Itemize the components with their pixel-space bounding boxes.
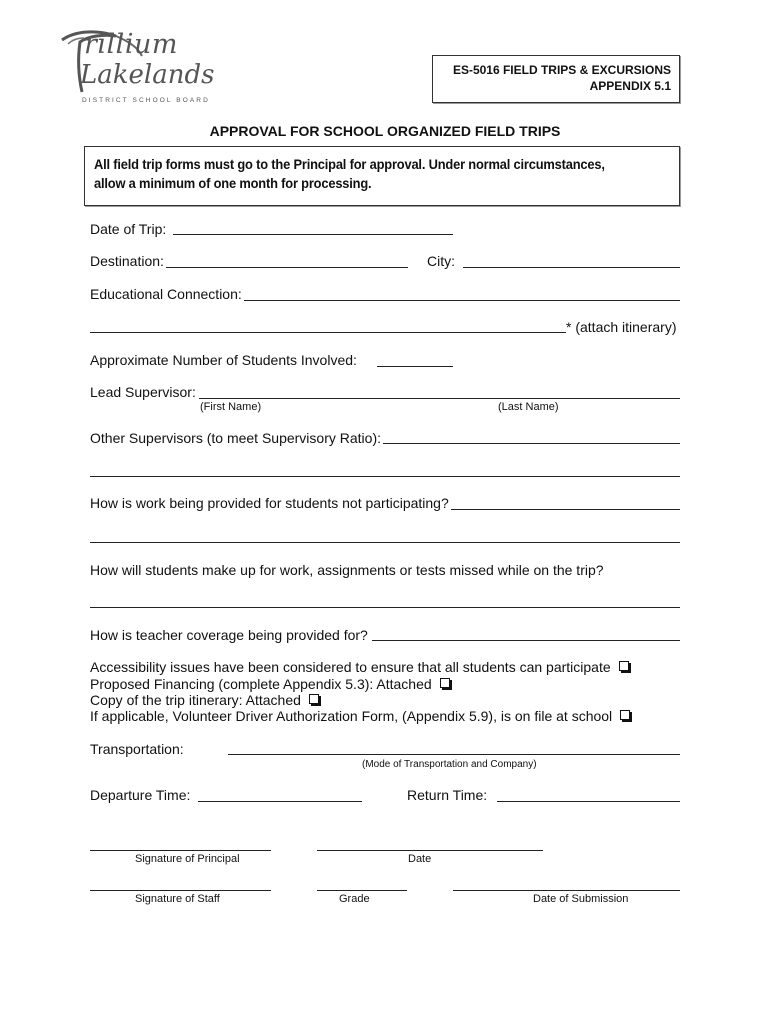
work-not-participating-label: How is work being provided for students not participating? <box>90 495 449 511</box>
other-supervisors-field-2[interactable] <box>90 476 680 477</box>
transportation-field[interactable] <box>228 754 680 755</box>
transportation-caption: (Mode of Transportation and Company) <box>362 759 537 770</box>
other-supervisors-field[interactable] <box>383 443 680 444</box>
checkbox[interactable] <box>309 694 319 704</box>
principal-signature-caption: Signature of Principal <box>135 853 240 865</box>
educational-connection-label: Educational Connection: <box>90 286 242 302</box>
staff-signature-caption: Signature of Staff <box>135 893 220 905</box>
logo-subtitle: DISTRICT SCHOOL BOARD <box>82 97 210 104</box>
teacher-coverage-label: How is teacher coverage being provided for? <box>90 627 368 643</box>
make-up-work-field[interactable] <box>90 607 680 608</box>
checkbox[interactable] <box>440 678 450 688</box>
last-name-caption: (Last Name) <box>498 401 559 413</box>
transportation-label: Transportation: <box>90 741 184 757</box>
grade-caption: Grade <box>339 893 370 905</box>
submission-date-line[interactable] <box>453 890 680 891</box>
checklist-item-financing <box>90 676 450 692</box>
lead-supervisor-field[interactable] <box>199 398 680 399</box>
date-of-trip-label: Date of Trip: <box>90 221 167 237</box>
educational-connection-field[interactable] <box>244 300 680 301</box>
city-label: City: <box>427 253 455 269</box>
submission-date-caption: Date of Submission <box>533 893 629 905</box>
checkbox[interactable] <box>620 710 630 720</box>
checklist-item-label: Copy of the trip itinerary: Attached <box>90 692 301 708</box>
logo-wordmark-top: rillium <box>84 29 178 60</box>
checklist-item-volunteer-driver <box>90 708 630 724</box>
city-field[interactable] <box>463 267 680 268</box>
checklist-item-itinerary <box>90 692 319 708</box>
educational-connection-field-2[interactable] <box>90 332 566 333</box>
approx-students-field[interactable] <box>377 366 453 367</box>
make-up-work-label: How will students make up for work, assignments or tests missed while on the trip? <box>90 562 604 578</box>
reference-appendix: APPENDIX 5.1 <box>589 79 671 93</box>
destination-field[interactable] <box>166 267 408 268</box>
notice-text: All field trip forms must go to the Principal for approval. Under normal circumstances, allow a minimum of one month for processing. <box>94 156 605 191</box>
checklist-item-label: If applicable, Volunteer Driver Authorization Form, (Appendix 5.9), is on file at school <box>90 708 613 724</box>
attach-itinerary-note: * (attach itinerary) <box>566 319 677 335</box>
checklist-item-label: Proposed Financing (complete Appendix 5.3): Attached <box>90 676 432 692</box>
departure-time-field[interactable] <box>198 801 362 802</box>
staff-signature-line[interactable] <box>90 890 271 891</box>
reference-box <box>432 55 680 103</box>
checklist-item-accessibility <box>90 659 629 675</box>
work-not-participating-field[interactable] <box>451 509 680 510</box>
work-not-participating-field-2[interactable] <box>90 542 680 543</box>
principal-date-line[interactable] <box>317 850 543 851</box>
lead-supervisor-label: Lead Supervisor: <box>90 384 196 400</box>
notice-box <box>84 146 680 206</box>
principal-signature-line[interactable] <box>90 850 271 851</box>
destination-label: Destination: <box>90 253 164 269</box>
page-title: APPROVAL FOR SCHOOL ORGANIZED FIELD TRIPS <box>209 123 561 139</box>
reference-code: ES-5016 FIELD TRIPS & EXCURSIONS <box>452 63 671 77</box>
departure-time-label: Departure Time: <box>90 787 191 803</box>
teacher-coverage-field[interactable] <box>372 640 680 641</box>
principal-date-caption: Date <box>408 853 432 865</box>
district-logo <box>58 26 215 110</box>
date-of-trip-field[interactable] <box>173 234 453 235</box>
approx-students-label: Approximate Number of Students Involved: <box>90 352 357 368</box>
logo-wordmark-bottom: Lakelands <box>80 60 215 90</box>
return-time-label: Return Time: <box>407 787 488 803</box>
return-time-field[interactable] <box>497 801 680 802</box>
checklist-item-label: Accessibility issues have been considered to ensure that all students can participate <box>90 659 611 675</box>
grade-line[interactable] <box>317 890 407 891</box>
checkbox[interactable] <box>619 661 629 671</box>
other-supervisors-label: Other Supervisors (to meet Supervisory Ratio): <box>90 430 381 446</box>
first-name-caption: (First Name) <box>200 401 262 413</box>
